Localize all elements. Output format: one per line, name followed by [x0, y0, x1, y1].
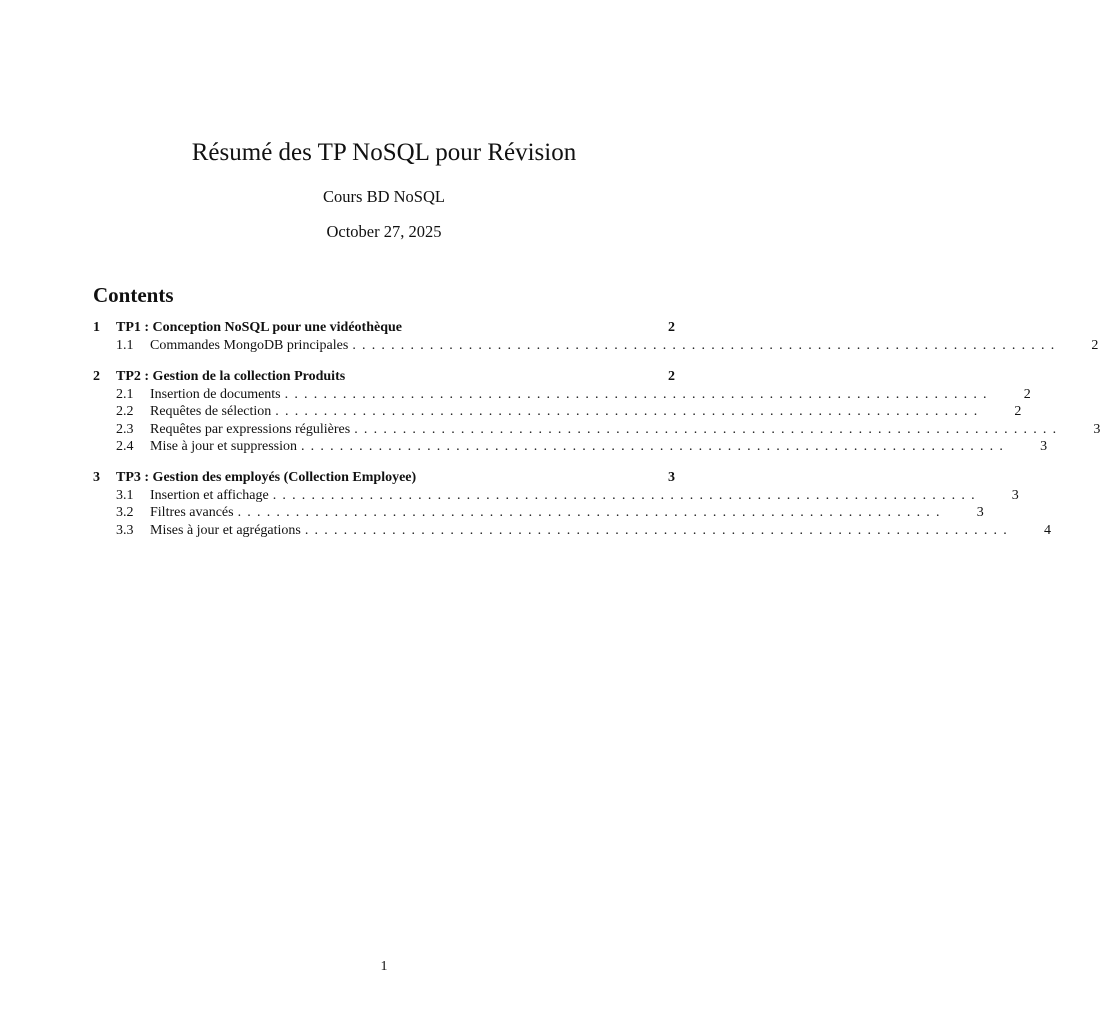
- toc-subsection-number: 2.4: [116, 439, 134, 454]
- toc-subsection-title: Insertion de documents: [150, 386, 281, 402]
- toc-section-number: 2: [93, 368, 100, 384]
- toc-section-title: TP2 : Gestion de la collection Produits: [116, 368, 346, 384]
- toc-subsection-2-2[interactable]: [93, 403, 1022, 421]
- toc-subsection-title: Requêtes par expressions régulières: [150, 421, 351, 437]
- toc-section-number: 3: [93, 469, 100, 485]
- toc-dot-leader: .........................................................................: [275, 404, 984, 419]
- toc-section-2[interactable]: [93, 367, 675, 386]
- toc-dot-leader: .........................................................................: [352, 338, 1061, 353]
- toc-subsection-3-3[interactable]: [93, 522, 1051, 540]
- toc-section-page: 2: [668, 320, 675, 335]
- table-of-contents: [93, 318, 1100, 551]
- toc-group-2: [93, 367, 1100, 456]
- toc-section-1[interactable]: [93, 318, 675, 337]
- toc-section-page: 3: [668, 469, 675, 485]
- document-date: October 27, 2025: [326, 222, 442, 241]
- toc-subsection-title: Filtres avancés: [150, 505, 234, 520]
- toc-group-1: [93, 318, 1099, 355]
- toc-section-number: 1: [93, 320, 100, 335]
- toc-subsection-3-1[interactable]: [93, 487, 1019, 505]
- toc-subsection-title: Commandes MongoDB principales: [150, 338, 349, 353]
- document-title: Résumé des TP NoSQL pour Révision: [191, 139, 577, 166]
- toc-subsection-number: 3.3: [116, 522, 134, 538]
- page-number: 1: [380, 959, 388, 974]
- toc-subsection-page: 4: [1043, 522, 1051, 538]
- document-author: Cours BD NoSQL: [323, 187, 445, 206]
- toc-subsection-number: 2.3: [116, 421, 134, 437]
- toc-heading: Contents: [93, 283, 174, 307]
- toc-subsection-page: 2: [1014, 404, 1022, 419]
- toc-subsection-title: Mise à jour et suppression: [150, 439, 297, 454]
- toc-dot-leader: .........................................................................: [284, 386, 993, 402]
- toc-dot-leader: .........................................................................: [237, 505, 946, 520]
- toc-subsection-title: Requêtes de sélection: [150, 404, 272, 419]
- toc-section-3[interactable]: [93, 468, 675, 487]
- toc-subsection-2-4[interactable]: [93, 438, 1048, 456]
- toc-subsection-page: 3: [976, 505, 984, 520]
- toc-dot-leader: .........................................................................: [304, 522, 1013, 538]
- toc-subsection-page: 2: [1023, 386, 1031, 402]
- toc-subsection-number: 2.2: [116, 404, 134, 419]
- toc-dot-leader: .........................................................................: [300, 439, 1010, 454]
- toc-subsection-title: Insertion et affichage: [150, 487, 269, 503]
- toc-subsection-page: 3: [1011, 487, 1019, 503]
- toc-subsection-2-3[interactable]: [93, 421, 1100, 439]
- toc-subsection-title: Mises à jour et agrégations: [150, 522, 301, 538]
- toc-section-title: TP1 : Conception NoSQL pour une vidéothèque: [116, 320, 403, 335]
- toc-section-title: TP3 : Gestion des employés (Collection Employee): [116, 469, 417, 485]
- toc-subsection-number: 3.2: [116, 505, 134, 520]
- toc-subsection-number: 2.1: [116, 386, 134, 402]
- toc-section-page: 2: [668, 368, 675, 384]
- toc-subsection-2-1[interactable]: [93, 386, 1031, 404]
- toc-subsection-page: 3: [1093, 421, 1100, 437]
- toc-subsection-1-1[interactable]: [93, 337, 1099, 355]
- toc-subsection-3-2[interactable]: [93, 504, 984, 522]
- toc-subsection-page: 2: [1091, 338, 1099, 353]
- toc-subsection-number: 3.1: [116, 487, 134, 503]
- toc-subsection-page: 3: [1040, 439, 1048, 454]
- toc-dot-leader: .........................................................................: [354, 421, 1063, 437]
- toc-group-3: [93, 468, 1051, 540]
- toc-subsection-number: 1.1: [116, 338, 134, 353]
- toc-dot-leader: .........................................................................: [272, 487, 981, 503]
